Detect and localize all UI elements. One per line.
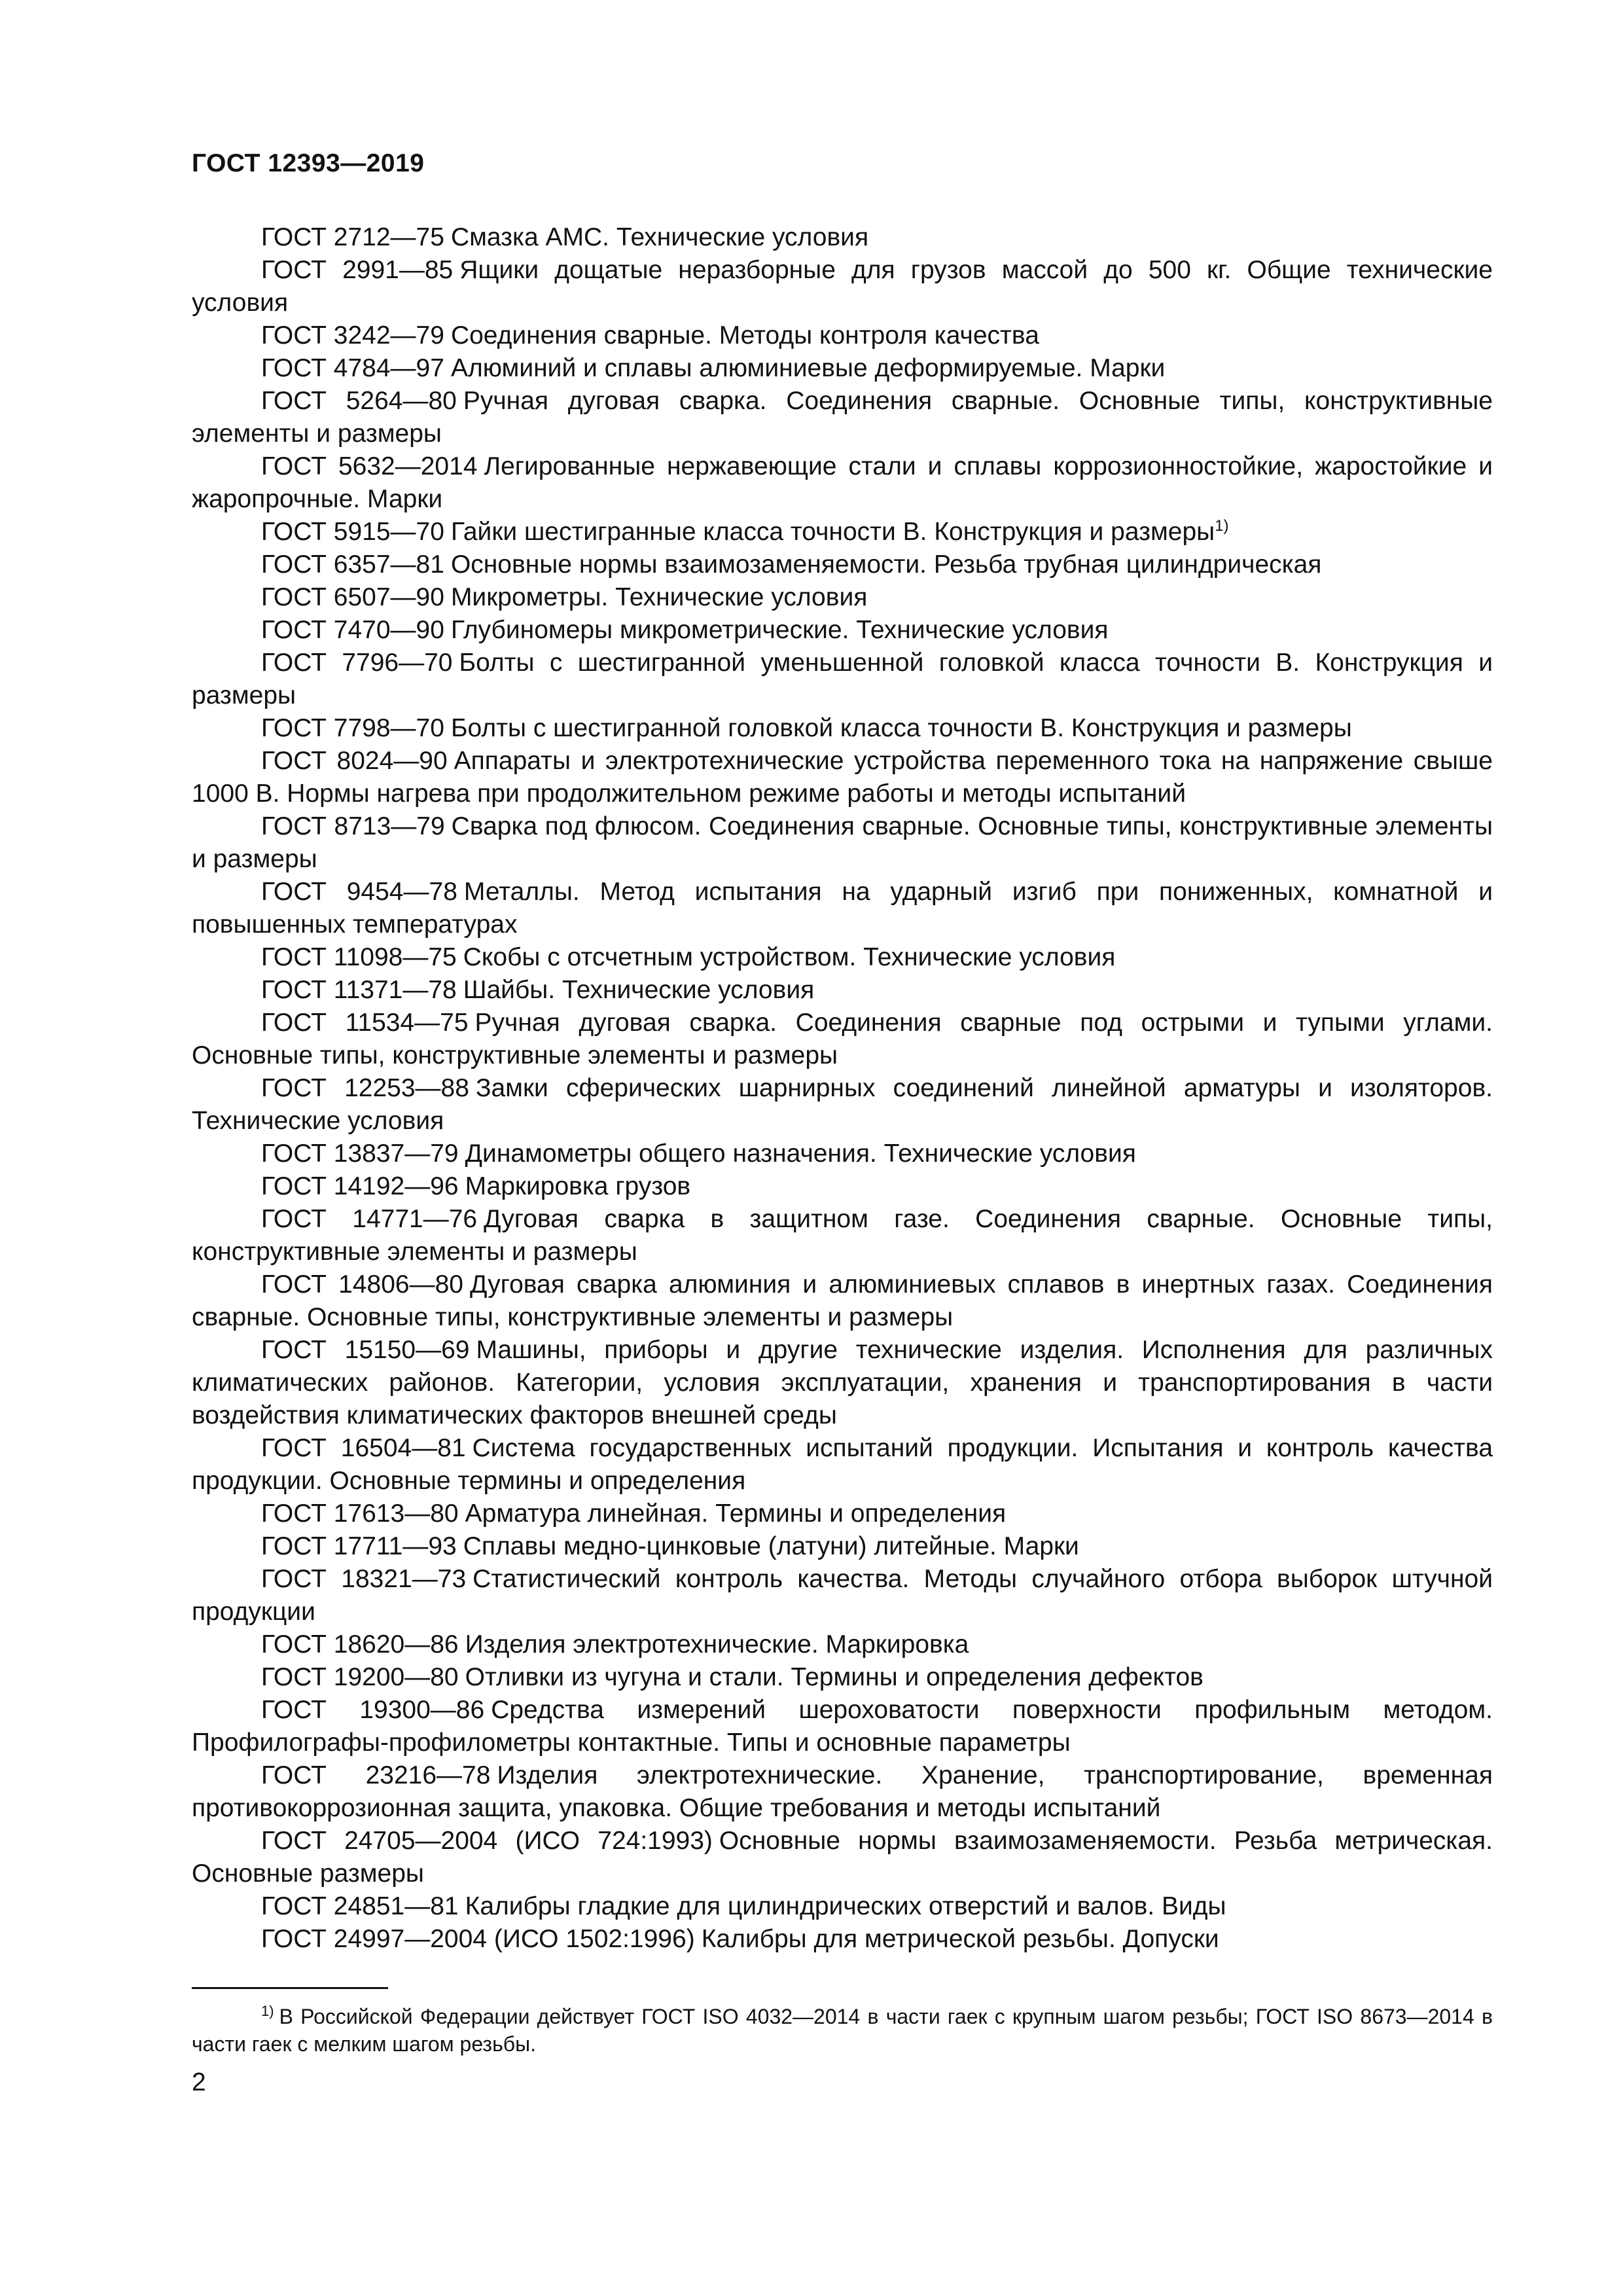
reference-code: ГОСТ 24705—2004 (ИСО 724:1993)	[261, 1827, 713, 1855]
reference-title: Система государственных испытаний продукции. Испытания и контроль качества продукции. Основные термины и определения	[192, 1434, 1493, 1495]
reference-item	[192, 1498, 1493, 1530]
reference-item	[192, 1203, 1493, 1268]
reference-item	[192, 1334, 1493, 1432]
reference-code: ГОСТ 4784—97	[261, 354, 444, 382]
reference-title: Шайбы. Технические условия	[463, 976, 815, 1004]
reference-title: Сварка под флюсом. Соединения сварные. Основные типы, конструктивные элементы и размеры	[192, 812, 1493, 873]
reference-code: ГОСТ 19200—80	[261, 1663, 459, 1691]
normative-references-list	[192, 221, 1493, 1956]
reference-title: Сплавы медно-цинковые (латуни) литейные. Марки	[463, 1532, 1079, 1560]
reference-title: Ящики дощатые неразборные для грузов массой до 500 кг. Общие технические условия	[192, 256, 1493, 317]
reference-title: Смазка АМС. Технические условия	[450, 223, 869, 251]
reference-item	[192, 319, 1493, 352]
reference-item	[192, 1530, 1493, 1563]
footnote-separator	[192, 1987, 388, 1989]
reference-item	[192, 647, 1493, 712]
reference-item	[192, 745, 1493, 810]
reference-item	[192, 1890, 1493, 1923]
reference-title: Замки сферических шарнирных соединений линейной арматуры и изоляторов. Технические условия	[192, 1074, 1493, 1135]
reference-item	[192, 254, 1493, 319]
reference-title: Динамометры общего назначения. Технические условия	[465, 1139, 1136, 1168]
reference-title: Машины, приборы и другие технические изделия. Исполнения для различных климатических районов. Категории, условия эксплуатации, хранения и транспортирования в части воздействия климатических факторов внешней среды	[192, 1336, 1493, 1429]
reference-code: ГОСТ 8713—79	[261, 812, 445, 840]
reference-item	[192, 1628, 1493, 1661]
reference-code: ГОСТ 7470—90	[261, 616, 444, 644]
reference-title: Соединения сварные. Методы контроля качества	[450, 321, 1039, 350]
reference-title: Ручная дуговая сварка. Соединения сварные. Основные типы, конструктивные элементы и размеры	[192, 387, 1493, 448]
reference-code: ГОСТ 14771—76	[261, 1205, 478, 1233]
reference-code: ГОСТ 12253—88	[261, 1074, 469, 1102]
reference-code: ГОСТ 13837—79	[261, 1139, 459, 1168]
reference-title: Ручная дуговая сварка. Соединения сварные под острыми и тупыми углами. Основные типы, конструктивные элементы и размеры	[192, 1009, 1493, 1069]
reference-title: Скобы с отсчетным устройством. Технические условия	[463, 943, 1116, 971]
reference-code: ГОСТ 9454—78	[261, 878, 457, 906]
reference-code: ГОСТ 6357—81	[261, 550, 444, 579]
reference-title: Глубиномеры микрометрические. Технические условия	[450, 616, 1109, 644]
reference-title: Калибры гладкие для цилиндрических отверстий и валов. Виды	[465, 1892, 1226, 1920]
reference-title: Легированные нержавеющие стали и сплавы коррозионностойкие, жаростойкие и жаропрочные. Марки	[192, 452, 1493, 513]
reference-title: Алюминий и сплавы алюминиевые деформируемые. Марки	[450, 354, 1166, 382]
reference-code: ГОСТ 5632—2014	[261, 452, 478, 480]
document-header: ГОСТ 12393—2019	[192, 149, 425, 177]
reference-title: Болты с шестигранной уменьшенной головкой класса точности В. Конструкция и размеры	[192, 649, 1493, 709]
reference-code: ГОСТ 17613—80	[261, 1499, 459, 1528]
footnote-text: В Российской Федерации действует ГОСТ ISO 4032—2014 в части гаек с крупным шагом резьбы; ГОСТ ISO 8673—2014 в части гаек с мелким шагом резьбы.	[192, 2005, 1493, 2056]
reference-code: ГОСТ 11098—75	[261, 943, 457, 971]
reference-title: Изделия электротехнические. Маркировка	[465, 1630, 969, 1659]
reference-item	[192, 1825, 1493, 1890]
reference-item	[192, 516, 1493, 548]
reference-item	[192, 1007, 1493, 1072]
reference-code: ГОСТ 2991—85	[261, 256, 454, 284]
reference-title: Отливки из чугуна и стали. Термины и определения дефектов	[465, 1663, 1204, 1691]
reference-item	[192, 548, 1493, 581]
reference-item	[192, 1923, 1493, 1956]
reference-item	[192, 810, 1493, 876]
reference-title: Дуговая сварка в защитном газе. Соединения сварные. Основные типы, конструктивные элементы и размеры	[192, 1205, 1493, 1266]
reference-item	[192, 450, 1493, 516]
reference-code: ГОСТ 2712—75	[261, 223, 444, 251]
reference-title: Маркировка грузов	[465, 1172, 691, 1200]
reference-code: ГОСТ 8024—90	[261, 747, 448, 775]
reference-code: ГОСТ 19300—86	[261, 1696, 485, 1724]
reference-item	[192, 1268, 1493, 1334]
reference-item	[192, 1432, 1493, 1498]
reference-code: ГОСТ 15150—69	[261, 1336, 470, 1364]
reference-item	[192, 1661, 1493, 1694]
reference-code: ГОСТ 23216—78	[261, 1761, 491, 1789]
reference-code: ГОСТ 18321—73	[261, 1565, 467, 1593]
footnote	[192, 2003, 1493, 2058]
reference-title: Статистический контроль качества. Методы случайного отбора выборок штучной продукции	[192, 1565, 1493, 1626]
reference-item	[192, 941, 1493, 974]
reference-item	[192, 1563, 1493, 1628]
reference-item	[192, 1138, 1493, 1170]
reference-title: Дуговая сварка алюминия и алюминиевых сплавов в инертных газах. Соединения сварные. Основные типы, конструктивные элементы и размеры	[192, 1270, 1493, 1331]
reference-item	[192, 385, 1493, 450]
reference-code: ГОСТ 7798—70	[261, 714, 444, 742]
reference-code: ГОСТ 24997—2004 (ИСО 1502:1996)	[261, 1925, 695, 1953]
reference-code: ГОСТ 14192—96	[261, 1172, 459, 1200]
reference-code: ГОСТ 24851—81	[261, 1892, 459, 1920]
reference-title: Основные нормы взаимозаменяемости. Резьба трубная цилиндрическая	[450, 550, 1322, 579]
reference-code: ГОСТ 5264—80	[261, 387, 457, 415]
reference-code: ГОСТ 6507—90	[261, 583, 444, 611]
reference-item	[192, 614, 1493, 647]
reference-item	[192, 221, 1493, 254]
page-number: 2	[192, 2068, 206, 2096]
reference-item	[192, 876, 1493, 941]
reference-item	[192, 1694, 1493, 1759]
reference-code: ГОСТ 3242—79	[261, 321, 444, 350]
reference-title: Металлы. Метод испытания на ударный изгиб при пониженных, комнатной и повышенных температурах	[192, 878, 1493, 939]
reference-code: ГОСТ 16504—81	[261, 1434, 466, 1462]
reference-title: Калибры для метрической резьбы. Допуски	[701, 1925, 1219, 1953]
reference-title: Арматура линейная. Термины и определения	[465, 1499, 1007, 1528]
reference-title: Изделия электротехнические. Хранение, транспортирование, временная противокоррозионная защита, упаковка. Общие требования и методы испытаний	[192, 1761, 1493, 1822]
reference-title: Болты с шестигранной головкой класса точности В. Конструкция и размеры	[450, 714, 1352, 742]
reference-title: Аппараты и электротехнические устройства переменного тока на напряжение свыше 1000 В. Нормы нагрева при продолжительном режиме работы и методы испытаний	[192, 747, 1493, 808]
reference-title: Средства измерений шероховатости поверхности профильным методом. Профилографы-профилометры контактные. Типы и основные параметры	[192, 1696, 1493, 1757]
reference-item	[192, 1170, 1493, 1203]
reference-title: Микрометры. Технические условия	[450, 583, 868, 611]
reference-item	[192, 1759, 1493, 1825]
reference-item	[192, 1072, 1493, 1138]
reference-title: Основные нормы взаимозаменяемости. Резьба метрическая. Основные размеры	[192, 1827, 1493, 1888]
reference-item	[192, 352, 1493, 385]
footnote-reference-mark: 1)	[1215, 517, 1229, 535]
reference-item	[192, 974, 1493, 1007]
reference-code: ГОСТ 11371—78	[261, 976, 457, 1004]
reference-item	[192, 712, 1493, 745]
reference-code: ГОСТ 14806—80	[261, 1270, 463, 1299]
reference-title: Гайки шестигранные класса точности В. Конструкция и размеры	[450, 518, 1215, 546]
reference-item	[192, 581, 1493, 614]
reference-code: ГОСТ 11534—75	[261, 1009, 469, 1037]
reference-code: ГОСТ 18620—86	[261, 1630, 459, 1659]
footnote-mark: 1)	[261, 2003, 274, 2020]
reference-code: ГОСТ 5915—70	[261, 518, 444, 546]
reference-code: ГОСТ 17711—93	[261, 1532, 457, 1560]
reference-code: ГОСТ 7796—70	[261, 649, 453, 677]
